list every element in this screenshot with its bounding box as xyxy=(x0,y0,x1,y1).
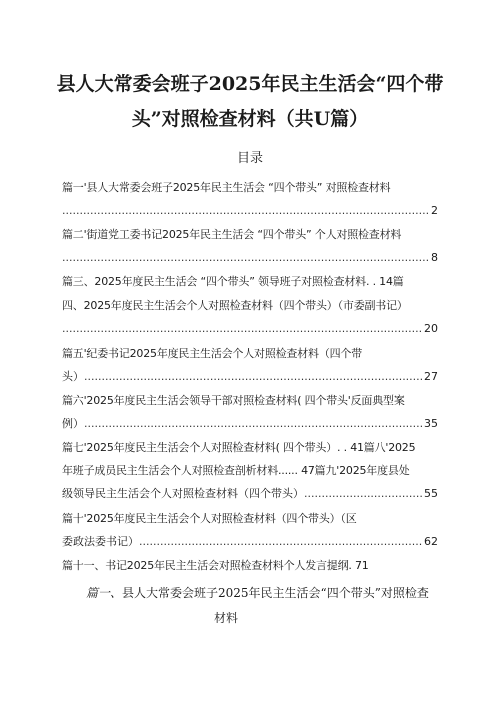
section-title-line-1: 县人大常委会班子2025年民主生活会“四个带头”对照检查 xyxy=(122,586,429,600)
toc-entry-1[interactable]: 篇一'县人大常委会班子2025年民主生活会 “四个带头” 对照检查材料 xyxy=(62,181,391,194)
dot-leader xyxy=(62,321,423,337)
dot-leader xyxy=(304,486,423,502)
toc-entry-9-page: 55 xyxy=(424,487,438,500)
toc-entry-10[interactable]: 篇十'2025年度民主生活会个人对照检查材料（四个带头）（区 xyxy=(62,512,357,525)
document-title-line-2: 头”对照检查材料（共U篇） xyxy=(131,108,369,130)
toc-entry-5-cont: 头） xyxy=(62,370,84,383)
toc-entry-10-leader[interactable] xyxy=(62,534,438,550)
toc-entry-9-leader[interactable] xyxy=(62,486,438,502)
document-title-line-1: 县人大常委会班子2025年民主生活会“四个带 xyxy=(56,73,444,95)
toc-entry-5[interactable]: 篇五'纪委书记2025年度民主生活会个人对照检查材料（四个带 xyxy=(62,347,363,360)
dot-leader xyxy=(84,369,423,385)
toc-entry-4-leader[interactable] xyxy=(62,321,438,337)
dot-leader xyxy=(62,203,430,219)
toc-entry-1-page: 2 xyxy=(431,204,438,217)
toc-entry-1-leader[interactable] xyxy=(62,203,438,219)
section-label: 篇一、 xyxy=(86,586,123,600)
toc-entry-5-leader[interactable] xyxy=(62,369,438,385)
toc-entry-2[interactable]: 篇二'街道党工委书记2025年民主生活会 “四个带头” 个人对照检查材料 xyxy=(62,228,402,241)
dot-leader xyxy=(139,534,423,550)
toc-entry-3[interactable]: 篇三、2025年度民主生活会 “四个带头” 领导班子对照检查材料. . 14篇 xyxy=(62,275,404,288)
toc-entry-6-leader[interactable] xyxy=(62,416,438,432)
toc-entry-7[interactable]: 篇七'2025年度民主生活会个人对照检查材料( 四个带头）. . 41篇八'2025 xyxy=(62,441,416,454)
toc-heading: 目录 xyxy=(236,151,263,166)
toc-entry-10-page: 62 xyxy=(424,535,438,548)
toc-entry-8[interactable]: 年班子成员民主生活会个人对照检查剖析材料...... 47篇九'2025年度县处 xyxy=(62,464,410,477)
toc-entry-5-page: 27 xyxy=(424,370,438,383)
toc-entry-10-cont: 委政法委书记） xyxy=(62,535,139,548)
toc-entry-2-leader[interactable] xyxy=(62,250,438,266)
toc-entry-2-page: 8 xyxy=(431,251,438,264)
toc-entry-6-cont: 例） xyxy=(62,417,84,430)
section-title-line-2: 材料 xyxy=(214,611,239,625)
dot-leader xyxy=(62,250,430,266)
dot-leader xyxy=(84,416,423,432)
toc-entry-9-cont: 级领导民主生活会个人对照检查材料（四个带头） xyxy=(62,487,304,500)
toc-entry-4-page: 20 xyxy=(424,322,438,335)
toc-entry-6-page: 35 xyxy=(424,417,438,430)
toc-entry-6[interactable]: 篇六'2025年度民主生活会领导干部对照检查材料( 四个带头'反面典型案 xyxy=(62,394,405,407)
toc-entry-11[interactable]: 篇十一、书记2025年民主生活会对照检查材料个人发言提纲. 71 xyxy=(62,559,369,572)
section-heading xyxy=(86,584,466,602)
toc-entry-4[interactable]: 四、2025年度民主生活会个人对照检查材料（四个带头）（市委副书记） xyxy=(62,299,408,312)
